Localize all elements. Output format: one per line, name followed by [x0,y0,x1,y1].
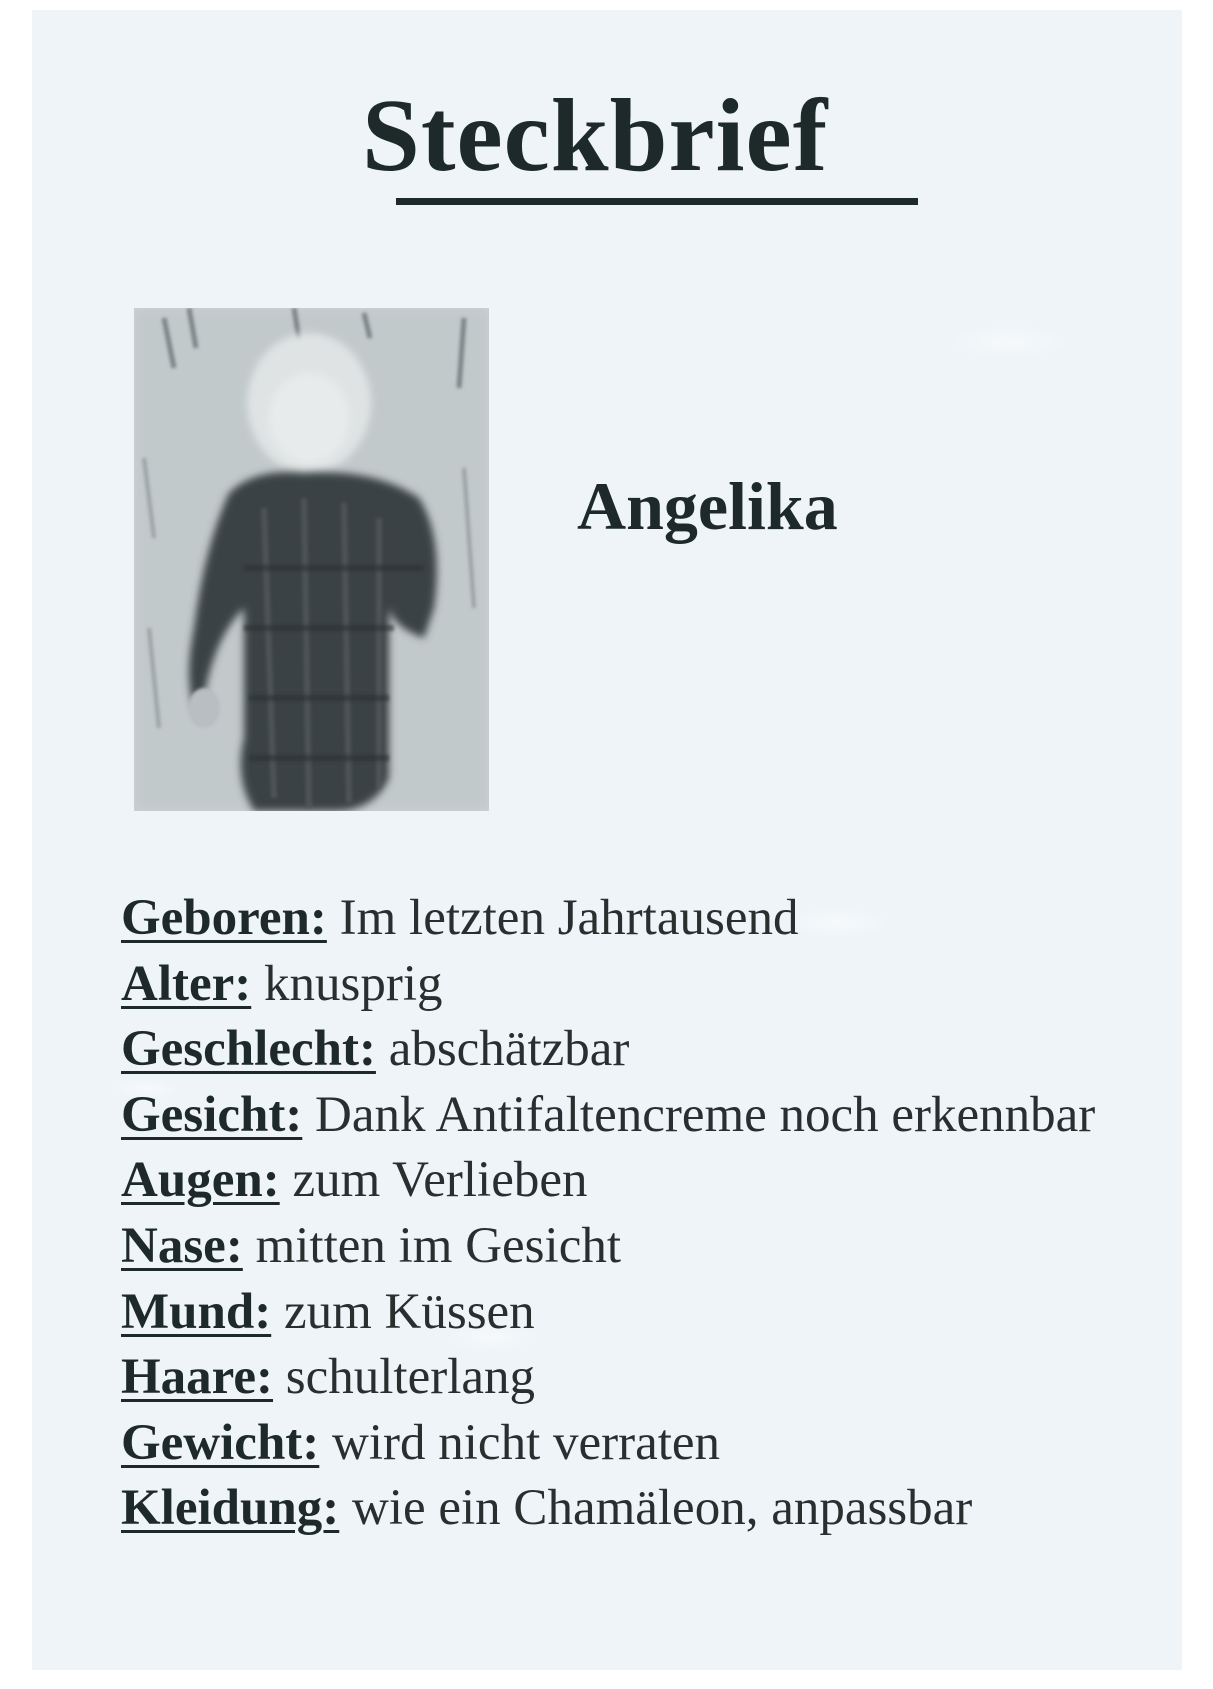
fact-label: Geboren: [121,890,327,946]
fact-label: Alter: [121,955,252,1012]
fact-label: Augen: [121,1152,280,1209]
fact-value: wird nicht verraten [332,1414,721,1471]
fact-geschlecht [121,1017,1121,1083]
fact-gesicht [121,1083,1121,1149]
fact-kleidung [121,1476,1121,1542]
fact-geboren [121,886,1121,952]
fact-label: Haare: [121,1349,274,1406]
fact-value: schulterlang [285,1349,536,1406]
fact-mund [121,1280,1121,1346]
fact-label: Nase: [121,1217,243,1274]
child-photo [134,308,489,811]
facts-list [121,886,1121,1542]
fact-value: mitten im Gesicht [255,1217,622,1274]
fact-value: Dank Antifaltencreme noch erkennbar [315,1086,1096,1143]
fact-gewicht [121,1411,1121,1477]
fact-value: knusprig [264,955,443,1012]
fact-value: abschätzbar [388,1021,630,1078]
fact-value: wie ein Chamäleon, anpassbar [351,1480,973,1537]
person-name: Angelika [577,468,838,544]
fact-label: Kleidung: [121,1480,340,1537]
fact-haare [121,1345,1121,1411]
fact-augen [121,1148,1121,1214]
child-photo-image [134,308,489,811]
fact-value: Im letzten Jahrtausend [339,890,799,946]
title-underline [396,198,918,205]
fact-value: zum Verlieben [292,1152,588,1209]
page-title: Steckbrief [362,78,829,193]
fact-label: Mund: [121,1283,272,1340]
fact-label: Gesicht: [121,1086,303,1143]
steckbrief-page [32,10,1182,1670]
fact-label: Gewicht: [121,1414,320,1471]
fact-value: zum Küssen [283,1283,535,1340]
fact-alter [121,952,1121,1018]
fact-nase [121,1214,1121,1280]
fact-label: Geschlecht: [121,1021,376,1078]
